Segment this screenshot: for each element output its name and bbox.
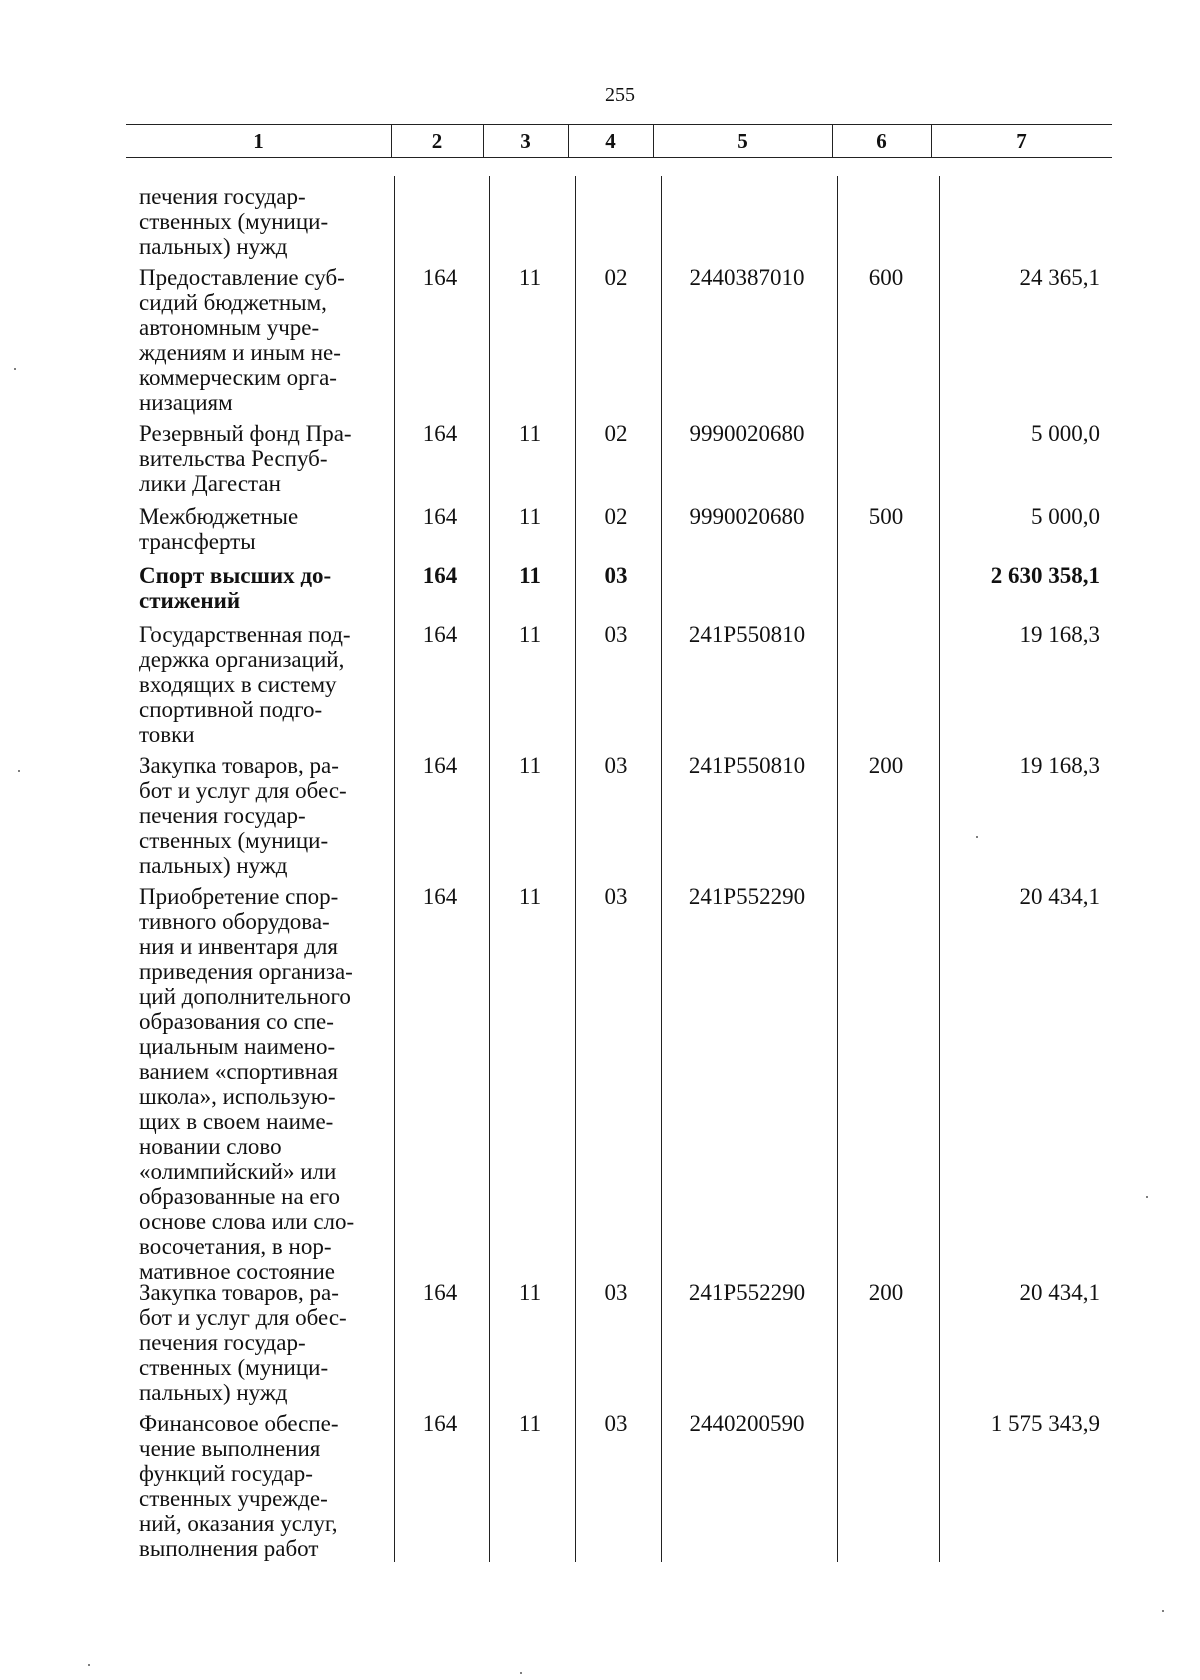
row-code-cell: 164	[422, 622, 458, 647]
column-divider	[575, 176, 576, 1562]
row-amount-cell: 5 000,0	[1031, 421, 1100, 446]
row-subsection-cell: 03	[604, 753, 628, 778]
row-name-cell: Резервный фонд Пра- вительства Респуб- лики Дагестан	[139, 421, 352, 496]
column-header-1: 1	[253, 129, 264, 153]
row-expense-type-cell: 200	[868, 1280, 904, 1305]
row-amount-cell: 20 434,1	[1019, 1280, 1100, 1305]
row-section-cell: 11	[518, 265, 542, 290]
row-name-cell: Предоставление суб- сидий бюджетным, автономным учре- ждениям и иным не- коммерческим орга- низациям	[139, 265, 345, 415]
row-section-cell: 11	[518, 1411, 542, 1436]
row-target-article-cell: 2440200590	[689, 1411, 805, 1436]
row-subsection-cell: 03	[604, 622, 628, 647]
column-divider	[837, 176, 838, 1562]
row-subsection-cell: 03	[604, 1411, 628, 1436]
row-target-article-cell: 9990020680	[689, 504, 805, 529]
row-code-cell: 164	[422, 421, 458, 446]
row-name-cell: Государственная под- держка организаций, входящих в систему спортивной подго- товки	[139, 622, 351, 747]
column-divider	[661, 176, 662, 1562]
row-subsection-cell: 02	[604, 265, 628, 290]
scan-speck	[1146, 1196, 1148, 1198]
row-section-cell: 11	[518, 884, 542, 909]
row-code-cell: 164	[422, 1280, 458, 1305]
row-amount-cell: 20 434,1	[1019, 884, 1100, 909]
row-section-cell: 11	[519, 563, 541, 588]
row-section-cell: 11	[518, 1280, 542, 1305]
row-subsection-cell: 03	[604, 1280, 628, 1305]
row-name-cell: печения государ- ственных (муници- пальных) нужд	[139, 184, 329, 259]
scan-speck	[976, 836, 978, 838]
row-amount-cell: 2 630 358,1	[990, 563, 1100, 588]
row-name-cell: Закупка товаров, ра- бот и услуг для обес- печения государ- ственных (муници- пальных) нужд	[139, 1280, 347, 1405]
row-name-cell: Финансовое обеспе- чение выполнения функций государ- ственных учрежде- ний, оказания услуг, выполнения работ	[139, 1411, 339, 1561]
row-code-cell: 164	[422, 504, 458, 529]
row-name-cell: Спорт высших до- стижений	[139, 563, 332, 613]
row-expense-type-cell: 200	[868, 753, 904, 778]
row-amount-cell: 1 575 343,9	[990, 1411, 1100, 1436]
scan-speck	[18, 770, 20, 772]
row-target-article-cell: 241P552290	[688, 884, 806, 909]
row-subsection-cell: 02	[604, 504, 628, 529]
row-name-cell: Приобретение спор- тивного оборудова- ния и инвентаря для приведения организа- ций дополнительного образования со спе- циальным наимено- ванием «спортивная школа», использую- щих в своем наиме- новании слово «олимпийский» или образованные на его основе слова или сло- восочетания, в нор- мативное состояние	[139, 884, 355, 1284]
row-target-article-cell: 2440387010	[689, 265, 805, 290]
row-code-cell: 164	[422, 1411, 458, 1436]
column-header-3: 3	[520, 129, 531, 153]
row-subsection-cell: 03	[604, 563, 628, 588]
row-amount-cell: 19 168,3	[1019, 753, 1100, 778]
row-expense-type-cell: 600	[868, 265, 904, 290]
column-divider	[939, 176, 940, 1562]
row-target-article-cell: 241P550810	[688, 622, 806, 647]
row-target-article-cell: 241P550810	[688, 753, 806, 778]
column-header-7: 7	[1016, 129, 1027, 153]
row-code-cell: 164	[422, 563, 458, 588]
row-target-article-cell: 241P552290	[688, 1280, 806, 1305]
row-section-cell: 11	[518, 622, 542, 647]
row-subsection-cell: 03	[604, 884, 628, 909]
row-amount-cell: 5 000,0	[1031, 504, 1100, 529]
row-code-cell: 164	[422, 884, 458, 909]
row-subsection-cell: 02	[604, 421, 628, 446]
scan-speck	[520, 1672, 522, 1674]
row-target-article-cell: 9990020680	[689, 421, 805, 446]
column-header-2: 2	[431, 129, 443, 153]
page-number: 255	[605, 84, 635, 106]
row-section-cell: 11	[518, 504, 542, 529]
scan-speck	[88, 1664, 90, 1666]
row-expense-type-cell: 500	[868, 504, 904, 529]
scan-speck	[14, 368, 16, 370]
scan-speck	[1162, 1610, 1164, 1612]
row-section-cell: 11	[518, 753, 542, 778]
column-header-5: 5	[737, 129, 748, 153]
column-divider	[489, 176, 490, 1562]
row-name-cell: Межбюджетные трансферты	[139, 504, 299, 554]
column-header-4: 4	[605, 129, 616, 153]
row-amount-cell: 19 168,3	[1019, 622, 1100, 647]
column-divider	[394, 176, 395, 1562]
row-section-cell: 11	[518, 421, 542, 446]
column-header-6: 6	[876, 129, 887, 153]
row-amount-cell: 24 365,1	[1019, 265, 1100, 290]
row-code-cell: 164	[422, 265, 458, 290]
row-name-cell: Закупка товаров, ра- бот и услуг для обес- печения государ- ственных (муници- пальных) нужд	[139, 753, 347, 878]
row-code-cell: 164	[422, 753, 458, 778]
